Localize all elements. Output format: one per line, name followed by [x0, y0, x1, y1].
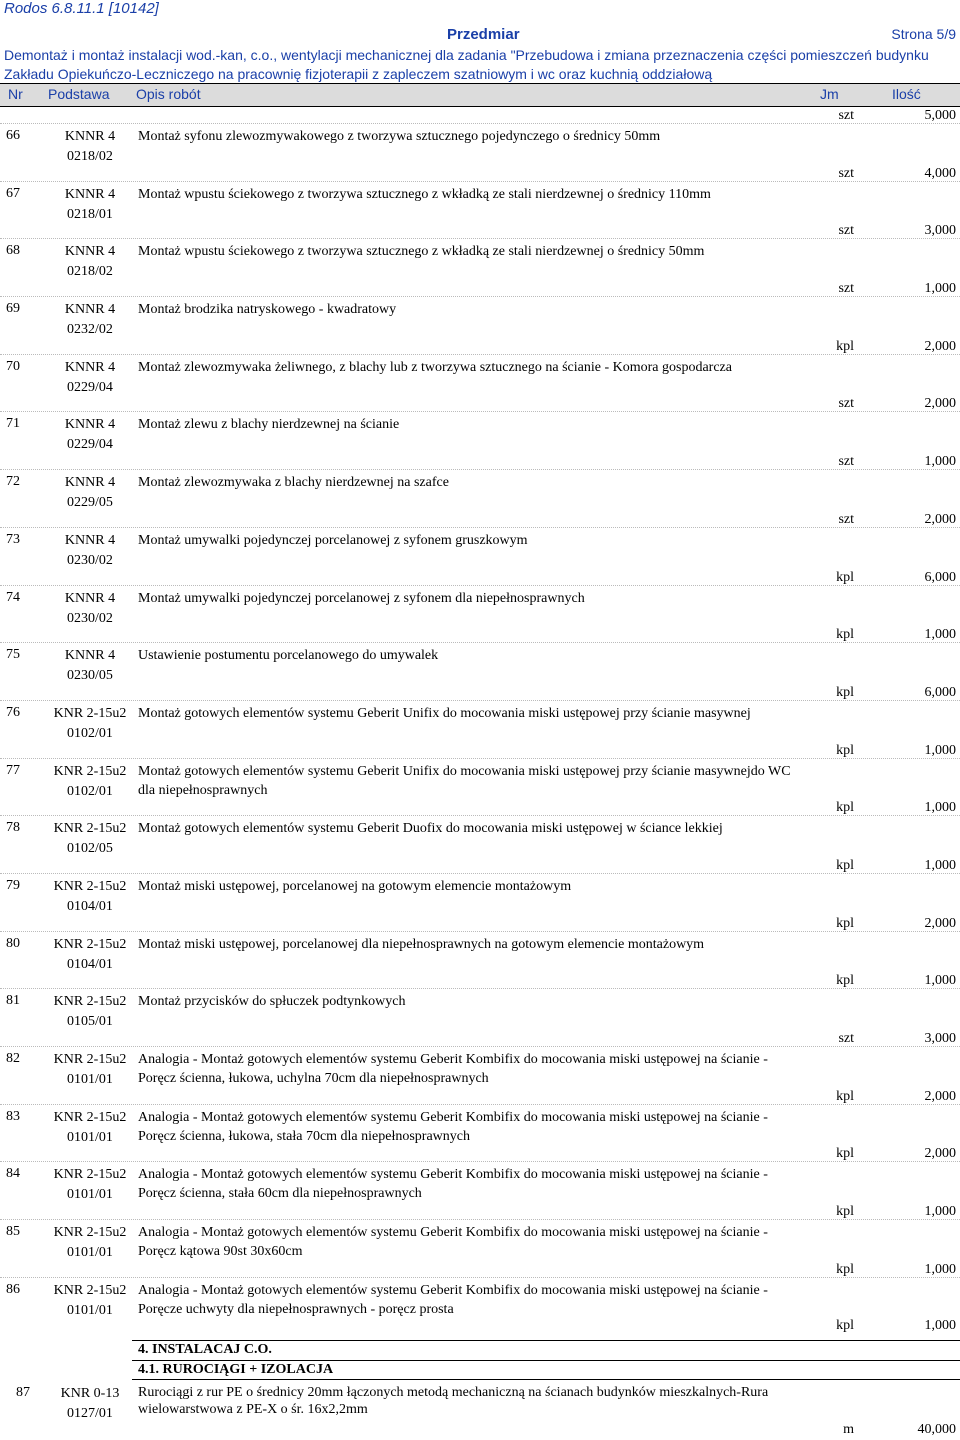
row-description: Montaż wpustu ściekowego z tworzywa sztucznego z wkładką ze stali nierdzewnej o średnicy 110mm — [138, 186, 711, 202]
row-number: 84 — [6, 1166, 20, 1182]
row-number: 70 — [6, 358, 20, 374]
row-number: 66 — [6, 128, 20, 143]
row-basis: KNR 2-15u2 0104/01 — [53, 878, 127, 914]
row-number: 78 — [6, 820, 20, 836]
unit-cell: kpl — [836, 857, 854, 873]
table-row — [0, 1202, 960, 1260]
row-basis: KNR 2-15u2 0101/01 — [53, 1052, 127, 1087]
column-header-description: Opis robót — [136, 86, 201, 102]
unit-cell: szt — [838, 396, 854, 412]
quantity-cell: 1,000 — [924, 857, 956, 873]
quantity-cell: 1,000 — [924, 281, 956, 297]
column-header-nr: Nr — [8, 86, 23, 102]
row-basis: KNNR 4 0230/05 — [64, 648, 116, 684]
row-basis: KNNR 4 0229/04 — [64, 417, 116, 453]
table-row — [0, 798, 960, 856]
unit-cell: szt — [838, 511, 854, 527]
quantity-cell: 4,000 — [924, 165, 956, 181]
row-description: Montaż umywalki pojedynczej porcelanowej z syfonem gruszkowym — [138, 532, 528, 548]
unit-cell: kpl — [836, 684, 854, 700]
table-row — [0, 1087, 960, 1145]
app-name: Rodos 6.8.11.1 [10142] — [4, 0, 159, 17]
estimate-rows — [0, 106, 960, 1317]
unit-cell: kpl — [836, 1088, 854, 1104]
row-description: Montaż zlewozmywaka żeliwnego, z blachy lub z tworzywa sztucznego na ścianie - Komora gospodarcza — [138, 359, 732, 375]
row-basis: KNNR 4 0218/02 — [64, 244, 116, 280]
row-basis: KNNR 4 0218/02 — [64, 129, 116, 164]
row-number: 76 — [6, 704, 20, 720]
row-description: Analogia - Montaż gotowych elementów systemu Geberit Kombifix do mocowania miski ustępowej na ścianie - Poręcz ścienna, łukowa, stała 70cm dla niepełnosprawnych — [138, 1109, 768, 1144]
row-number: 75 — [6, 647, 20, 663]
page-number: Strona 5/9 — [891, 26, 956, 42]
quantity-cell: 1,000 — [924, 973, 956, 989]
quantity-cell: 5,000 — [924, 108, 956, 123]
final-row-quantity — [0, 1318, 960, 1336]
row-basis: KNNR 4 0229/04 — [64, 359, 116, 395]
project-subtitle: Demontaż i montaż instalacji wod.-kan, c.o., wentylacji mechanicznej dla zadania "Przebudowa i zmiana przeznaczenia części pomieszczeń budynku Zakładu Opiekuńczo-Leczniczego na pracownię fizjoterapii z zapleczem szatniowym i wc oraz kuchnią oddziałową — [4, 47, 929, 82]
table-row — [0, 394, 960, 452]
table-row — [0, 279, 960, 337]
quantity-cell: 2,000 — [924, 915, 956, 931]
quantity-cell: 2,000 — [924, 511, 956, 527]
quantity-cell: 1,000 — [924, 627, 956, 643]
row-description: Montaż przycisków do spłuczek podtynkowych — [138, 994, 406, 1010]
unit-cell: kpl — [836, 1146, 854, 1162]
row-number: 87 — [16, 1385, 30, 1400]
unit-cell: szt — [838, 281, 854, 297]
table-row — [0, 741, 960, 799]
quantity-cell: 3,000 — [924, 223, 956, 239]
row-description: Montaż syfonu zlewozmywakowego z tworzywa sztucznego pojedynczego o średnicy 50mm — [138, 129, 661, 144]
table-row — [0, 1260, 960, 1318]
row-number: 73 — [6, 531, 20, 547]
row-basis: KNR 2-15u2 0102/05 — [53, 821, 127, 857]
row-basis: KNNR 4 0230/02 — [64, 532, 116, 568]
subsection-title: 4.1. RUROCIĄGI + IZOLACJA — [138, 1362, 334, 1377]
quantity-cell: 1,000 — [924, 1318, 956, 1333]
table-row — [0, 1384, 960, 1440]
row-basis: KNNR 4 0229/05 — [64, 475, 116, 511]
row-description: Analogia - Montaż gotowych elementów systemu Geberit Kombifix do mocowania miski ustępowej na ścianie - Poręcze uchwyty dla niepełnosprawnych - poręcz prosta — [138, 1282, 768, 1317]
row-number: 69 — [6, 301, 20, 317]
unit-cell: kpl — [836, 800, 854, 816]
quantity-cell: 40,000 — [917, 1422, 956, 1437]
table-row — [0, 625, 960, 683]
row-description: Montaż wpustu ściekowego z tworzywa sztucznego z wkładką ze stali nierdzewnej o średnicy 50mm — [138, 244, 705, 260]
quantity-cell: 2,000 — [924, 1088, 956, 1104]
row-basis: KNR 2-15u2 0101/01 — [53, 1109, 127, 1145]
unit-cell: kpl — [836, 1318, 854, 1333]
row-description: Montaż gotowych elementów systemu Geberit Unifix do mocowania miski ustępowej przy ścianie masywnej — [138, 705, 751, 721]
quantity-cell: 3,000 — [924, 1031, 956, 1046]
quantity-cell: 1,000 — [924, 800, 956, 816]
unit-cell: kpl — [836, 338, 854, 354]
unit-cell: kpl — [836, 1261, 854, 1277]
table-row — [0, 221, 960, 279]
unit-cell: kpl — [836, 1204, 854, 1220]
row-description: Montaż brodzika natryskowego - kwadratowy — [138, 302, 397, 318]
row-basis: KNNR 4 0232/02 — [64, 302, 116, 338]
table-row — [0, 106, 960, 164]
table-row — [0, 1029, 960, 1087]
quantity-cell: 1,000 — [924, 1204, 956, 1220]
row-description: Montaż zlewu z blachy nierdzewnej na ścianie — [138, 417, 400, 433]
row-number: 71 — [6, 416, 20, 432]
row-number: 82 — [6, 1051, 20, 1066]
quantity-cell: 1,000 — [924, 742, 956, 758]
unit-cell: kpl — [836, 915, 854, 931]
row-description: Ustawienie postumentu porcelanowego do umywalek — [138, 648, 439, 664]
unit-cell: kpl — [836, 973, 854, 989]
row-basis: KNR 2-15u2 0105/01 — [53, 994, 127, 1030]
row-description: Montaż gotowych elementów systemu Geberit Duofix do mocowania miski ustępowej w ściance lekkiej — [138, 821, 723, 837]
row-basis: KNNR 4 0230/02 — [64, 590, 116, 626]
column-header-basis: Podstawa — [48, 86, 110, 102]
row-number: 86 — [6, 1281, 20, 1297]
unit-cell: kpl — [836, 742, 854, 758]
row-basis: KNNR 4 0218/01 — [64, 186, 116, 222]
table-row — [0, 164, 960, 222]
row-basis: KNR 2-15u2 0101/01 — [53, 1282, 127, 1318]
unit-cell: szt — [838, 1031, 854, 1046]
quantity-cell: 2,000 — [924, 396, 956, 412]
column-header-quantity: Ilość — [892, 86, 921, 102]
quantity-cell: 1,000 — [924, 454, 956, 470]
row-number: 81 — [6, 993, 20, 1009]
section-title-row — [132, 1340, 960, 1359]
row-basis: KNR 2-15u2 0102/01 — [53, 705, 127, 741]
row-number: 67 — [6, 185, 20, 201]
row-basis: KNR 2-15u2 0101/01 — [53, 1225, 127, 1261]
quantity-cell: 2,000 — [924, 1146, 956, 1162]
unit-cell: kpl — [836, 627, 854, 643]
table-row — [0, 914, 960, 972]
table-row — [0, 568, 960, 626]
quantity-cell: 1,000 — [924, 1261, 956, 1277]
row-description: Montaż umywalki pojedynczej porcelanowej z syfonem dla niepełnosprawnych — [138, 590, 585, 606]
row-basis: KNR 0-13 0127/01 — [60, 1386, 120, 1421]
row-number: 85 — [6, 1224, 20, 1240]
table-row — [0, 452, 960, 510]
table-row — [0, 856, 960, 914]
row-basis: KNR 2-15u2 0102/01 — [53, 763, 127, 799]
row-number: 68 — [6, 243, 20, 259]
row-description: Montaż gotowych elementów systemu Geberit Unifix do mocowania miski ustępowej przy ścianie masywnejdo WC dla niepełnosprawnych — [138, 763, 791, 798]
subsection-title-row — [132, 1360, 960, 1380]
row-description: Montaż miski ustępowej, porcelanowej na gotowym elemencie montażowym — [138, 878, 572, 894]
unit-cell: szt — [838, 223, 854, 239]
table-row — [0, 510, 960, 568]
table-row — [0, 971, 960, 1029]
row-number: 77 — [6, 762, 20, 778]
row-description: Analogia - Montaż gotowych elementów systemu Geberit Kombifix do mocowania miski ustępowej na ścianie - Poręcz ścienna, stała 60cm dla niepełnosprawnych — [138, 1167, 768, 1202]
row-number: 74 — [6, 589, 20, 605]
row-description: Rurociągi z rur PE o średnicy 20mm łączonych metodą mechaniczną na ścianach budynków mieszkalnych-Rura wielowarstwowa z PE-X o śr. 16x2,2mm — [138, 1385, 769, 1417]
row-number: 83 — [6, 1108, 20, 1124]
table-row — [0, 337, 960, 395]
document-title: Przedmiar — [447, 26, 520, 43]
row-basis: KNR 2-15u2 0104/01 — [53, 936, 127, 972]
row-basis: KNR 2-15u2 0101/01 — [53, 1167, 127, 1203]
column-header-unit: Jm — [820, 86, 839, 102]
unit-cell: szt — [838, 454, 854, 470]
row-description: Analogia - Montaż gotowych elementów systemu Geberit Kombifix do mocowania miski ustępowej na ścianie - Poręcz kątowa 90st 30x60cm — [138, 1225, 768, 1260]
unit-cell: kpl — [836, 569, 854, 585]
column-header-row — [0, 83, 960, 107]
row-description: Montaż miski ustępowej, porcelanowej dla niepełnosprawnych na gotowym elemencie montażowym — [138, 936, 705, 952]
row-description: Analogia - Montaż gotowych elementów systemu Geberit Kombifix do mocowania miski ustępowej na ścianie - Poręcz ścienna, łukowa, uchylna 70cm dla niepełnosprawnych — [138, 1052, 768, 1086]
unit-cell: m — [843, 1422, 854, 1437]
quantity-cell: 2,000 — [924, 338, 956, 354]
unit-cell: szt — [838, 108, 854, 123]
row-description: Montaż zlewozmywaka z blachy nierdzewnej na szafce — [138, 475, 449, 491]
quantity-cell: 6,000 — [924, 684, 956, 700]
quantity-cell: 6,000 — [924, 569, 956, 585]
row-number: 72 — [6, 474, 20, 490]
row-number: 80 — [6, 935, 20, 951]
table-row — [0, 683, 960, 741]
table-row — [0, 1144, 960, 1202]
section-title: 4. INSTALACAJ C.O. — [138, 1342, 272, 1357]
row-number: 79 — [6, 877, 20, 893]
unit-cell: szt — [838, 165, 854, 181]
